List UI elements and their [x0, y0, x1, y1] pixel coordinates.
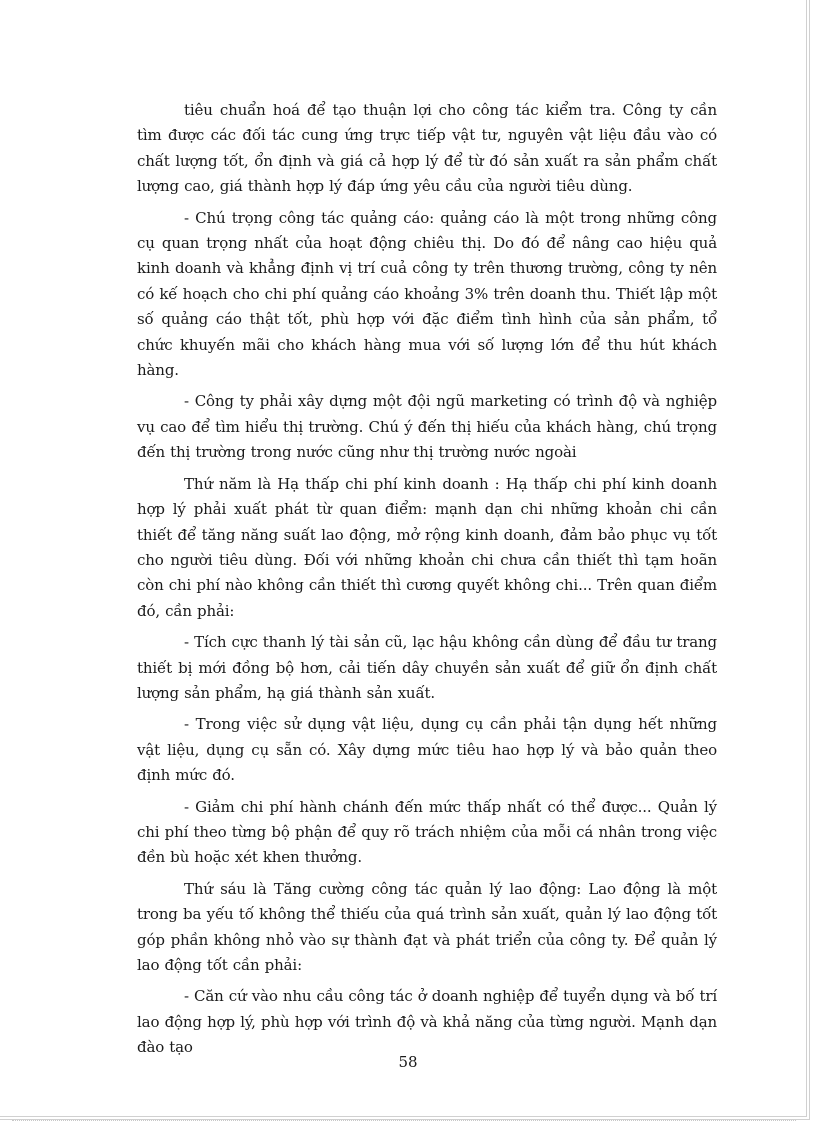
paragraph-advertising: - Chú trọng công tác quảng cáo: quảng cáo là một trong những công cụ quan trọng nhất của hoạt động chiêu thị. Do đó để nâng cao hiệu quả kinh doanh và khẳng định vị trí cuả công ty trên thương trường, công ty nên có kế hoạch cho chi phí quảng cáo khoảng 3% trên doanh thu. Thiết lập một số quảng cáo thật tốt, phù hợp với đặc điểm tình hình của sản phẩm, tổ chức khuyến mãi cho khách hàng mua với số lượng lớn để thu hút khách hàng.	[137, 208, 717, 380]
paragraph-materials-usage: - Trong việc sử dụng vật liệu, dụng cụ cần phải tận dụng hết những vật liệu, dụng cụ sẵn có. Xây dựng mức tiêu hao hợp lý và bảo quản theo định mức đó.	[137, 715, 717, 785]
paragraph-admin-costs: - Giảm chi phí hành chánh đến mức thấp nhất có thể được... Quản lý chi phí theo từng bộ phận để quy rõ trách nhiệm của mỗi cá nhân trong việc đền bù hoặc xét khen thưởng.	[137, 797, 717, 867]
paragraph-quality-standard: tiêu chuẩn hoá để tạo thuận lợi cho công tác kiểm tra. Công ty cần tìm được các đối tác cung ứng trực tiếp vật tư, nguyên vật liệu đầu vào có chất lượng tốt, ổn định và giá cả hợp lý để từ đó sản xuất ra sản phẩm chất lượng cao, giá thành hợp lý đáp ứng yêu cầu của người tiêu dùng.	[137, 101, 717, 196]
paragraph-recruitment: - Căn cứ vào nhu cầu công tác ở doanh nghiệp để tuyển dụng và bố trí lao động hợp lý, phù hợp với trình độ và khả năng của từng người. Mạnh dạn đào tạo	[137, 987, 717, 1057]
paragraph-labor-management: Thứ sáu là Tăng cường công tác quản lý lao động: Lao động là một trong ba yếu tố không thể thiếu của quá trình sản xuất, quản lý lao động tốt góp phần không nhỏ vào sự thành đạt và phát triển của công ty. Để quản lý lao động tốt cần phải:	[137, 879, 717, 974]
paragraph-liquidate-assets: - Tích cực thanh lý tài sản cũ, lạc hậu không cần dùng để đầu tư trang thiết bị mới đồng bộ hơn, cải tiến dây chuyền sản xuất để giữ ổn định chất lượng sản phẩm, hạ giá thành sản xuất.	[137, 633, 717, 702]
page-number: 58	[398, 1053, 418, 1071]
paragraph-marketing-team: - Công ty phải xây dựng một đội ngũ marketing có trình độ và nghiệp vụ cao để tìm hiểu thị trường. Chú ý đến thị hiếu của khách hàng, chú trọng đến thị trường trong nước cũng như thị trường nước ngoài	[137, 392, 717, 462]
document-body	[137, 98, 717, 1067]
paragraph-reduce-costs: Thứ năm là Hạ thấp chi phí kinh doanh : Hạ thấp chi phí kinh doanh hợp lý phải xuất phát từ quan điểm: mạnh dạn chi những khoản chi cần thiết để tăng năng suất lao động, mở rộng kinh doanh, đảm bảo phục vụ tốt cho người tiêu dùng. Đối với những khoản chi chưa cần thiết thì tạm hoãn còn chi phí nào không cần thiết thì cương quyết không chi... Trên quan điểm đó, cần phải:	[137, 474, 717, 620]
page-bottom-dotted-line	[12, 1120, 796, 1121]
